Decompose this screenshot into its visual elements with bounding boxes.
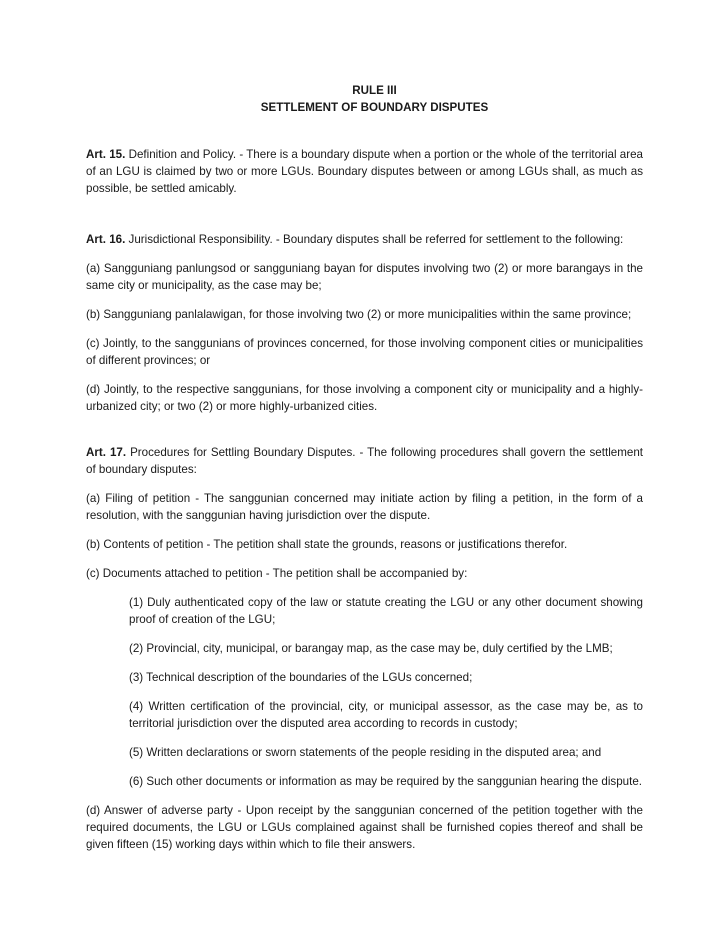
article-15-text: Definition and Policy. - There is a boundary dispute when a portion or the whole of the territorial area of an LGU is claimed by two or more LGUs. Boundary disputes between or among LGUs shall, as much as possible, be settled amicably. (86, 148, 643, 195)
document-item: (1) Duly authenticated copy of the law or statute creating the LGU or any other document showing proof of creation of the LGU; (129, 596, 643, 626)
article-17-text: Procedures for Settling Boundary Disputes. - The following procedures shall govern the settlement of boundary disputes: (86, 446, 643, 476)
answer-of-adverse-party: (d) Answer of adverse party - Upon receipt by the sanggunian concerned of the petition together with the required documents, the LGU or LGUs complained against shall be furnished copies thereof and shall be given fifteen (15) working days within which to file their answers. (86, 804, 643, 851)
article-16-label: Art. 16. (86, 233, 126, 246)
article-15-label: Art. 15. (86, 148, 126, 161)
article-17 (86, 444, 643, 478)
document-item: (3) Technical description of the boundaries of the LGUs concerned; (129, 671, 473, 684)
rule-number: RULE III (352, 84, 397, 97)
document-item: (2) Provincial, city, municipal, or barangay map, as the case may be, duly certified by the LMB; (129, 642, 613, 655)
article-16-item: (b) Sangguniang panlalawigan, for those involving two (2) or more municipalities within the same province; (86, 308, 632, 321)
documents-attached: (c) Documents attached to petition - The petition shall be accompanied by: (86, 567, 468, 580)
article-16 (86, 231, 643, 248)
article-17-label: Art. 17. (86, 446, 127, 459)
article-16-text: Jurisdictional Responsibility. - Boundary disputes shall be referred for settlement to the following: (128, 233, 624, 246)
contents-of-petition: (b) Contents of petition - The petition shall state the grounds, reasons or justifications therefor. (86, 538, 568, 551)
document-body (86, 82, 643, 853)
filing-of-petition: (a) Filing of petition - The sanggunian concerned may initiate action by filing a petition, in the form of a resolution, with the sanggunian having jurisdiction over the dispute. (86, 492, 643, 522)
rule-heading (106, 82, 643, 116)
article-16-item: (a) Sangguniang panlungsod or sangguniang bayan for disputes involving two (2) or more barangays in the same city or municipality, as the case may be; (86, 262, 643, 292)
document-item: (6) Such other documents or information as may be required by the sanggunian hearing the dispute. (129, 775, 643, 788)
document-item: (5) Written declarations or sworn statements of the people residing in the disputed area; and (129, 746, 602, 759)
rule-title: SETTLEMENT OF BOUNDARY DISPUTES (260, 101, 489, 114)
article-16-item: (d) Jointly, to the respective sanggunians, for those involving a component city or municipality and a highly-urbanized city; or two (2) or more highly-urbanized cities. (86, 383, 643, 413)
article-15 (86, 146, 643, 197)
article-16-item: (c) Jointly, to the sanggunians of provinces concerned, for those involving component cities or municipalities of different provinces; or (86, 337, 643, 367)
document-item: (4) Written certification of the provincial, city, or municipal assessor, as the case may be, as to territorial jurisdiction over the disputed area according to records in custody; (129, 700, 643, 730)
